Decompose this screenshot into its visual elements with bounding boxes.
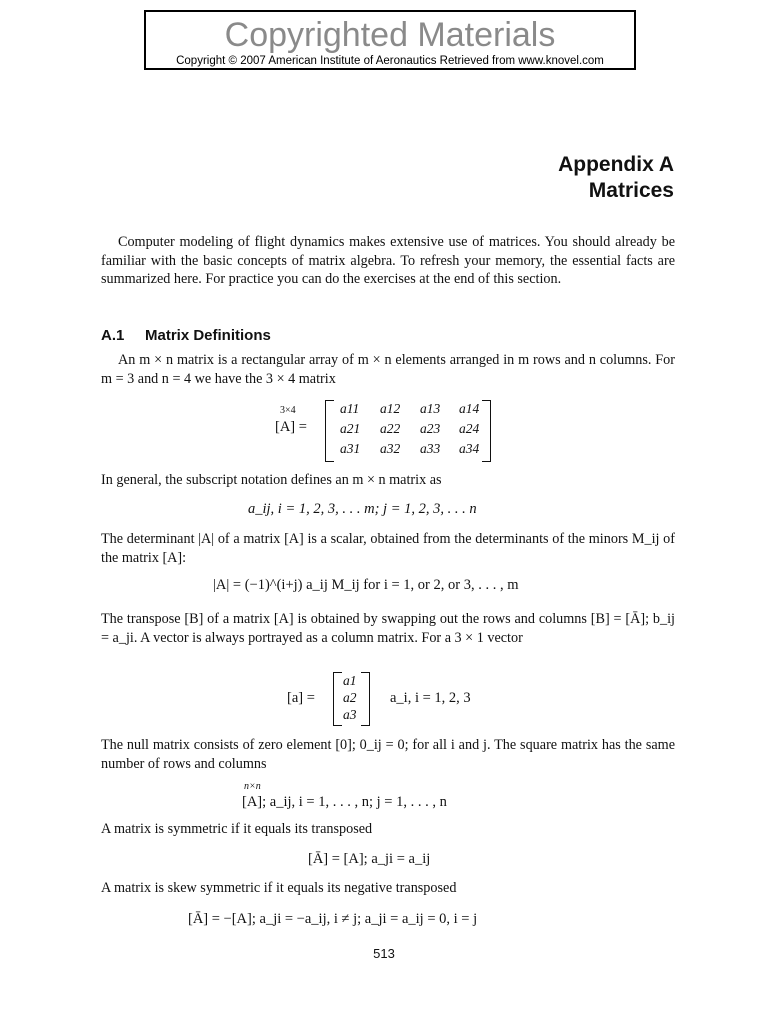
paragraph-subscript-notation [101, 471, 675, 490]
section-heading [101, 327, 271, 344]
paragraph-determinant [101, 530, 675, 567]
symmetric-equation: [Ā] = [A]; a_ji = a_ij [308, 851, 431, 867]
appendix-title: Appendix A [558, 153, 674, 176]
subscript-equation: a_ij, i = 1, 2, 3, . . . m; j = 1, 2, 3, . . . n [248, 501, 477, 517]
intro-text: Computer modeling of flight dynamics makes extensive use of matrices. You should already be familiar with the basic concepts of matrix algebra. To refresh your memory, the essential facts are summarized here. For practice you can do the exercises at the end of this section. [101, 234, 675, 287]
matrix-cell: a13 [420, 401, 441, 416]
appendix-subtitle: Matrices [588, 179, 674, 202]
paragraph-matrix-definition [101, 351, 675, 388]
vector-left-bracket [333, 672, 342, 726]
matrix-cell: a23 [420, 421, 441, 436]
vector-cell: a1 [343, 673, 357, 688]
paragraph-symmetric [101, 820, 675, 839]
matrix-lhs: [A] = [275, 419, 307, 435]
section-number: A.1 [101, 327, 125, 344]
paragraph-text: A matrix is symmetric if it equals its transposed [101, 821, 373, 837]
vector-lhs: [a] = [287, 690, 315, 706]
paragraph-transpose [101, 610, 675, 647]
matrix-right-bracket [482, 400, 491, 462]
determinant-equation: |A| = (−1)^(i+j) a_ij M_ij for i = 1, or 2, or 3, . . . , m [213, 577, 519, 593]
matrix-dimension-label: 3×4 [280, 405, 296, 416]
matrix-left-bracket [325, 400, 334, 462]
paragraph-text: In general, the subscript notation defines an m × n matrix as [101, 472, 442, 488]
vector-cell: a2 [343, 690, 357, 705]
matrix-cell: a11 [340, 401, 360, 416]
paragraph-text: The determinant |A| of a matrix [A] is a scalar, obtained from the determinants of the minors M_ij of the matrix [A]: [101, 531, 675, 566]
paragraph-text: The transpose [B] of a matrix [A] is obtained by swapping out the rows and columns [B] = [Ā]; b_ij = a_ji. A vector is always portrayed as a column matrix. For a 3 × 1 vector [101, 611, 675, 646]
matrix-cell: a21 [340, 421, 361, 436]
appendix-heading [558, 152, 674, 204]
vector-right-bracket [361, 672, 370, 726]
section-title: Matrix Definitions [145, 327, 271, 344]
banner-title: Copyrighted Materials [224, 16, 556, 54]
vector-cell: a3 [343, 707, 357, 722]
matrix-cell: a34 [459, 441, 480, 456]
paragraph-text: An m × n matrix is a rectangular array of m × n elements arranged in m rows and n columns. For m = 3 and n = 4 we have the 3 × 4 matrix [101, 352, 675, 387]
matrix-cell: a32 [380, 441, 401, 456]
skew-symmetric-equation: [Ā] = −[A]; a_ji = −a_ij, i ≠ j; a_ji = a_ij = 0, i = j [188, 911, 478, 927]
matrix-cell: a33 [420, 441, 441, 456]
paragraph-text: The null matrix consists of zero element [0]; 0_ij = 0; for all i and j. The square matrix has the same number of rows and columns [101, 737, 675, 772]
matrix-cell: a14 [459, 401, 480, 416]
square-matrix-dimension: n×n [244, 781, 261, 792]
matrix-cell: a24 [459, 421, 480, 436]
matrix-cell: a22 [380, 421, 401, 436]
paragraph-null-matrix [101, 736, 675, 773]
vector-index-equation: a_i, i = 1, 2, 3 [390, 690, 471, 706]
matrix-cell: a12 [380, 401, 401, 416]
matrix-cell: a31 [340, 441, 361, 456]
page-number: 513 [373, 946, 395, 961]
intro-paragraph [101, 233, 675, 289]
paragraph-text: A matrix is skew symmetric if it equals its negative transposed [101, 880, 457, 896]
banner-subtitle: Copyright © 2007 American Institute of Aeronautics Retrieved from www.knovel.com [176, 55, 604, 67]
paragraph-skew-symmetric [101, 879, 675, 898]
copyright-banner [144, 10, 636, 70]
square-matrix-equation: [A]; a_ij, i = 1, . . . , n; j = 1, . . . , n [242, 794, 447, 810]
